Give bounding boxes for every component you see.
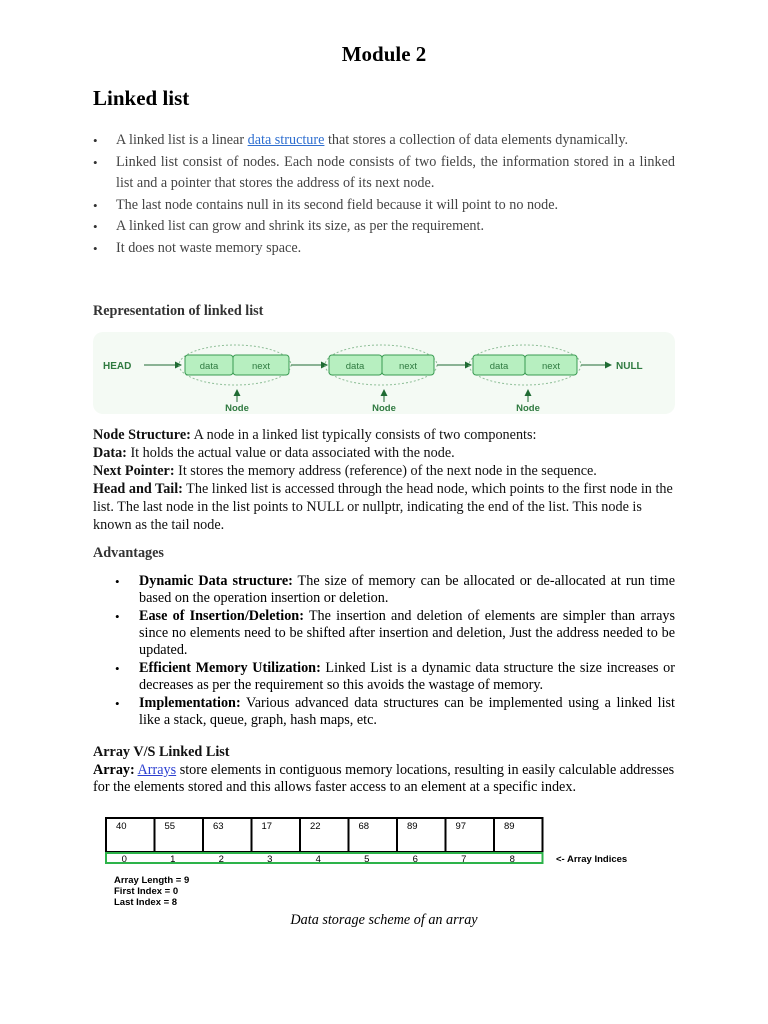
array-index: 8: [509, 854, 515, 865]
head-tail-paragraph: [93, 480, 675, 534]
array-paragraph: [93, 762, 675, 795]
array-cell-value: 89: [407, 821, 418, 832]
linked-list-svg: [93, 332, 675, 414]
definition: Various advanced data structures can be implemented using a linked list like a stack, queue, graph, hash maps, etc.: [139, 695, 675, 728]
document-title: Linked list: [93, 86, 190, 110]
array-cell-value: 17: [261, 821, 273, 832]
advantage-item: [93, 608, 675, 659]
term: Next Pointer:: [93, 463, 175, 479]
node-3: [469, 345, 581, 414]
null-label: NULL: [616, 361, 643, 372]
array-section: [93, 762, 675, 795]
intro-bullet: [93, 130, 675, 152]
next-pointer-paragraph: [93, 462, 675, 480]
intro-bullet: • It does not waste memory space.: [93, 238, 675, 260]
term: Ease of Insertion/Deletion:: [139, 608, 304, 624]
array-cell-value: 40: [116, 821, 127, 832]
node-next-label: next: [542, 361, 560, 372]
advantage-item: [93, 573, 675, 607]
node-next-label: next: [399, 361, 417, 372]
intro-bullet-list: [93, 130, 675, 259]
array-figure: [100, 815, 670, 910]
array-cell: [106, 818, 155, 852]
array-index: 2: [218, 854, 224, 865]
advantages-list: [93, 573, 675, 730]
array-cell: [203, 818, 252, 852]
linked-list-diagram: [93, 332, 675, 414]
head-label: HEAD: [103, 361, 132, 372]
first-index-label: First Index = 0: [114, 886, 179, 897]
array-cell: [300, 818, 349, 852]
term: Implementation:: [139, 695, 241, 711]
arrays-link[interactable]: Arrays: [137, 762, 177, 778]
array-vs-list-heading: Array V/S Linked List: [93, 744, 230, 760]
array-cell-value: 63: [213, 821, 224, 832]
advantage-item: [93, 660, 675, 694]
array-cell: [494, 818, 543, 852]
intro-bullet: • The last node contains null in its second field because it will point to no node.: [93, 195, 675, 217]
array-index: 7: [461, 854, 467, 865]
node-caption: Node: [225, 403, 249, 414]
array-index: 4: [315, 854, 321, 865]
figure-caption: Data storage scheme of an array: [290, 912, 478, 928]
array-cell: [397, 818, 446, 852]
definition: store elements in contiguous memory locations, resulting in easily calculable addresses for the elements stored and this allows faster access to an element at a specific index.: [93, 762, 675, 795]
array-cell-value: 22: [310, 821, 321, 832]
node-data-label: data: [489, 361, 509, 372]
definition: It holds the actual value or data associated with the node.: [126, 445, 455, 461]
array-index: 1: [170, 854, 176, 865]
module-title: Module 2: [341, 42, 427, 66]
array-cell: [446, 818, 495, 852]
node-caption: Node: [516, 403, 540, 414]
array-indices: [106, 853, 543, 865]
advantages-heading: Advantages: [93, 545, 164, 561]
definition: A node in a linked list typically consists of two components:: [190, 427, 537, 443]
array-length-label: Array Length = 9: [114, 875, 190, 886]
data-paragraph: [93, 444, 675, 462]
definition: The linked list is accessed through the head node, which points to the first node in the list. The last node in the list points to NULL or nullptr, indicating the end of the list. This node is known as the tail node.: [93, 481, 673, 533]
array-indices-label: <- Array Indices: [556, 854, 628, 865]
bullet-text: A linked list is a linear: [116, 132, 248, 148]
node-data-label: data: [199, 361, 219, 372]
node-1: [179, 345, 291, 414]
array-cell: [252, 818, 301, 852]
representation-heading: Representation of linked list: [93, 303, 264, 319]
node-2: [325, 345, 437, 414]
definition: Linked List is a dynamic data structure the size increases or decreases as per the requirement so this avoids the wastage of memory.: [139, 660, 675, 693]
node-structure-paragraph: [93, 426, 675, 444]
definition: The size of memory can be allocated or de-allocated at run time based on the operation insertion or deletion.: [139, 573, 675, 606]
array-cells: [106, 818, 543, 852]
array-index: 5: [364, 854, 370, 865]
node-data-label: data: [345, 361, 365, 372]
term: Data:: [93, 445, 127, 461]
term: Dynamic Data structure:: [139, 573, 293, 589]
term: Head and Tail:: [93, 481, 183, 497]
last-index-label: Last Index = 8: [114, 897, 178, 908]
array-cell-value: 55: [164, 821, 176, 832]
array-index: 6: [412, 854, 418, 865]
definition: The insertion and deletion of elements are simpler than arrays since no elements need to be shifted after insertion and deletion, Just the address needed to be updated.: [139, 608, 675, 658]
array-cell: [349, 818, 398, 852]
array-cell-value: 89: [504, 821, 515, 832]
bullet-text: that stores a collection of data elements dynamically.: [324, 132, 629, 148]
intro-bullet: • Linked list consist of nodes. Each node consists of two fields, the information stored in a linked list and a pointer that stores the address of its next node.: [93, 152, 675, 195]
term: Efficient Memory Utilization:: [139, 660, 321, 676]
array-index: 3: [267, 854, 273, 865]
array-index: 0: [121, 854, 127, 865]
array-cell-value: 97: [455, 821, 467, 832]
data-structure-link[interactable]: data structure: [247, 132, 325, 148]
term: Array:: [93, 762, 135, 778]
node-next-label: next: [252, 361, 270, 372]
array-cell-value: 68: [358, 821, 370, 832]
term: Node Structure:: [93, 427, 191, 443]
array-cell: [155, 818, 204, 852]
node-caption: Node: [372, 403, 396, 414]
node-structure-section: [93, 426, 675, 534]
advantage-item: [93, 695, 675, 729]
intro-bullet: • A linked list can grow and shrink its size, as per the requirement.: [93, 216, 675, 238]
definition: It stores the memory address (reference) of the next node in the sequence.: [174, 463, 597, 479]
